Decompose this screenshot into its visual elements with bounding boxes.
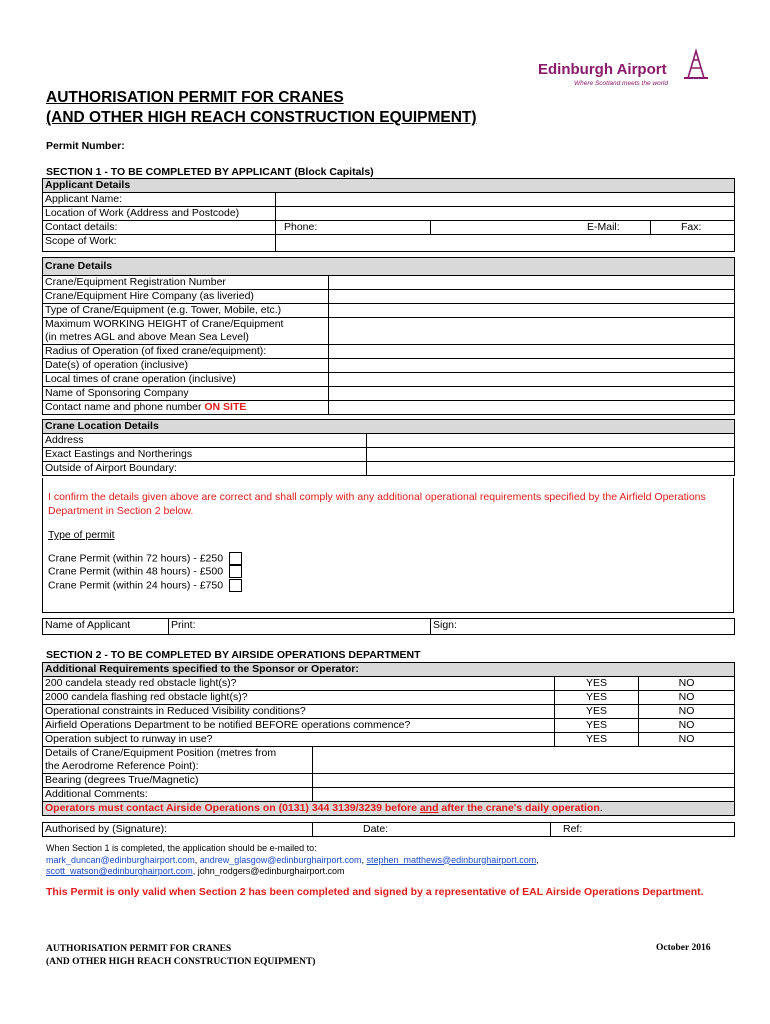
permit-48h-label: Crane Permit (within 48 hours) - £500 (48, 565, 224, 578)
email-list-line-1 (46, 855, 539, 867)
notify-yes[interactable]: YES (555, 719, 639, 733)
notify-no[interactable]: NO (639, 719, 735, 733)
sign-field[interactable] (431, 619, 735, 635)
runway-no[interactable]: NO (639, 733, 735, 747)
requirement-visibility-label: Operational constraints in Reduced Visibility conditions? (43, 705, 555, 719)
dates-of-operation-field[interactable] (329, 359, 735, 373)
steady-light-yes[interactable]: YES (555, 677, 639, 691)
contact-notice-part-2: after the crane's daily operation (438, 802, 600, 814)
declaration-box (42, 478, 734, 613)
applicant-details-header: Applicant Details (43, 179, 735, 193)
steady-light-no[interactable]: NO (639, 677, 735, 691)
name-of-applicant-label: Name of Applicant (43, 619, 169, 635)
email-scott-watson[interactable]: scott_watson@edinburghairport.com (46, 866, 193, 876)
applicant-name-label: Applicant Name: (43, 193, 276, 207)
crane-details-header: Crane Details (43, 258, 735, 276)
footer-line-2: (AND OTHER HIGH REACH CONSTRUCTION EQUIPMENT) (46, 957, 316, 967)
email-john-rodgers[interactable]: john_rodgers@edinburghairport.com (197, 866, 345, 876)
max-working-height-line-1: Maximum WORKING HEIGHT of Crane/Equipment (45, 318, 284, 330)
crane-hire-company-label: Crane/Equipment Hire Company (as liveried) (43, 290, 329, 304)
permit-option-72h[interactable] (48, 552, 242, 565)
visibility-yes[interactable]: YES (555, 705, 639, 719)
document-title (46, 88, 477, 128)
fax-field[interactable] (651, 221, 735, 235)
email-instructions (46, 843, 539, 878)
ref-label: Ref: (563, 823, 583, 835)
email-note: When Section 1 is completed, the application should be e-mailed to: (46, 843, 317, 853)
address-field[interactable] (367, 434, 735, 448)
permit-option-24h[interactable] (48, 579, 242, 592)
contact-notice (43, 802, 735, 816)
sign-label: Sign: (433, 619, 457, 631)
runway-yes[interactable]: YES (555, 733, 639, 747)
fax-label: Fax: (681, 221, 702, 233)
type-of-permit-label: Type of permit (48, 529, 115, 541)
permit-24h-checkbox[interactable] (229, 579, 242, 592)
location-of-work-field[interactable] (276, 207, 735, 221)
max-working-height-field[interactable] (329, 318, 735, 345)
email-andrew-glasgow[interactable]: andrew_glasgow@edinburghairport.com (199, 854, 362, 865)
max-working-height-label (43, 318, 329, 345)
print-field[interactable] (169, 619, 431, 635)
permit-24h-label: Crane Permit (within 24 hours) - £750 (48, 578, 224, 591)
crane-location-table (42, 419, 735, 476)
location-of-work-label: Location of Work (Address and Postcode) (43, 207, 276, 221)
scope-of-work-field[interactable] (276, 235, 735, 252)
contact-notice-part-1: Operators must contact Airside Operations on (0131) 344 3139/3239 before (45, 802, 420, 814)
radius-of-operation-label: Radius of Operation (of fixed crane/equipment): (43, 345, 329, 359)
email-stephen-matthews[interactable]: stephen_matthews@edinburghairport.com (366, 854, 537, 865)
date-field[interactable] (313, 823, 551, 837)
additional-requirements-header: Additional Requirements specified to the Sponsor or Operator: (43, 663, 735, 677)
contact-on-site-field[interactable] (329, 401, 735, 415)
applicant-name-field[interactable] (276, 193, 735, 207)
contact-notice-period: . (599, 802, 603, 814)
scope-of-work-label: Scope of Work: (43, 235, 276, 252)
title-line-1: AUTHORISATION PERMIT FOR CRANES (46, 89, 344, 106)
crane-registration-label: Crane/Equipment Registration Number (43, 276, 329, 290)
permit-48h-checkbox[interactable] (229, 565, 242, 578)
email-separator: , (192, 866, 198, 876)
max-working-height-line-2: (in metres AGL and above Mean Sea Level) (45, 331, 249, 343)
permit-option-48h[interactable] (48, 565, 242, 578)
requirement-notify-label: Airfield Operations Department to be notified BEFORE operations commence? (43, 719, 555, 733)
visibility-no[interactable]: NO (639, 705, 735, 719)
crane-location-header: Crane Location Details (43, 420, 735, 434)
email-separator: , (361, 854, 367, 865)
crane-type-label: Type of Crane/Equipment (e.g. Tower, Mobile, etc.) (43, 304, 329, 318)
date-label: Date: (363, 823, 389, 835)
contact-on-site-text: Contact name and phone number (45, 401, 205, 413)
additional-comments-label: Additional Comments: (43, 788, 313, 802)
local-times-label: Local times of crane operation (inclusive) (43, 373, 329, 387)
applicant-details-table (42, 178, 735, 252)
title-line-2: (AND OTHER HIGH REACH CONSTRUCTION EQUIPMENT) (46, 109, 477, 126)
phone-field[interactable] (276, 221, 431, 235)
flashing-light-yes[interactable]: YES (555, 691, 639, 705)
edinburgh-airport-logo (538, 48, 713, 88)
email-separator: , (536, 854, 539, 865)
section2-requirements-table (42, 662, 735, 816)
svg-text:Where Scotland meets the world: Where Scotland meets the world (574, 80, 668, 87)
position-line-2: the Aerodrome Reference Point): (45, 760, 199, 772)
footer-line-1: AUTHORISATION PERMIT FOR CRANES (46, 944, 232, 954)
crane-hire-company-field[interactable] (329, 290, 735, 304)
applicant-signature-table (42, 618, 735, 635)
local-times-field[interactable] (329, 373, 735, 387)
contact-on-site-label (43, 401, 329, 415)
confirm-statement: I confirm the details given above are correct and shall comply with any additional operational requirements specified by the Airfield Operations Department in Section 2 below. (48, 491, 706, 517)
position-field[interactable] (313, 747, 735, 774)
crane-details-table (42, 257, 735, 415)
additional-comments-field[interactable] (313, 788, 735, 802)
permit-72h-label: Crane Permit (within 72 hours) - £250 (48, 552, 224, 565)
radius-of-operation-field[interactable] (329, 345, 735, 359)
requirement-steady-light-label: 200 candela steady red obstacle light(s)? (43, 677, 555, 691)
eastings-northings-label: Exact Eastings and Northerings (43, 448, 367, 462)
email-list-line-2 (46, 866, 539, 878)
contact-details-label: Contact details: (43, 221, 276, 235)
flashing-light-no[interactable]: NO (639, 691, 735, 705)
email-label: E-Mail: (587, 221, 620, 233)
on-site-emphasis: ON SITE (204, 401, 247, 413)
outside-boundary-field[interactable] (367, 462, 735, 476)
crane-type-field[interactable] (329, 304, 735, 318)
ref-field[interactable] (551, 823, 735, 837)
permit-options (48, 552, 242, 592)
email-mark-duncan[interactable]: mark_duncan@edinburghairport.com (46, 854, 195, 865)
footer-date: October 2016 (656, 943, 711, 953)
logo-wordmark-icon (538, 48, 713, 88)
outside-boundary-label: Outside of Airport Boundary: (43, 462, 367, 476)
sponsoring-company-field[interactable] (329, 387, 735, 401)
footer (46, 943, 315, 969)
svg-text:Edinburgh Airport: Edinburgh Airport (538, 61, 667, 78)
section1-heading: SECTION 1 - TO BE COMPLETED BY APPLICANT (Block Capitals) (46, 166, 374, 178)
position-label (43, 747, 313, 774)
position-line-1: Details of Crane/Equipment Position (metres from (45, 747, 277, 759)
requirement-flashing-light-label: 2000 candela flashing red obstacle light(s)? (43, 691, 555, 705)
email-field[interactable] (431, 221, 651, 235)
phone-label: Phone: (284, 221, 318, 233)
validity-notice: This Permit is only valid when Section 2 has been completed and signed by a representative of EAL Airside Operations Department. (46, 886, 704, 898)
section2-heading: SECTION 2 - TO BE COMPLETED BY AIRSIDE OPERATIONS DEPARTMENT (46, 649, 421, 661)
permit-72h-checkbox[interactable] (229, 552, 242, 565)
authorisation-table (42, 822, 735, 837)
requirement-runway-label: Operation subject to runway in use? (43, 733, 555, 747)
email-separator: , (194, 854, 200, 865)
authorised-by-label: Authorised by (Signature): (43, 823, 313, 837)
crane-registration-field[interactable] (329, 276, 735, 290)
dates-of-operation-label: Date(s) of operation (inclusive) (43, 359, 329, 373)
contact-notice-and: and (419, 802, 439, 814)
sponsoring-company-label: Name of Sponsoring Company (43, 387, 329, 401)
bearing-field[interactable] (313, 774, 735, 788)
permit-number-label: Permit Number: (46, 140, 125, 152)
address-label: Address (43, 434, 367, 448)
print-label: Print: (171, 619, 196, 631)
bearing-label: Bearing (degrees True/Magnetic) (43, 774, 313, 788)
eastings-northings-field[interactable] (367, 448, 735, 462)
